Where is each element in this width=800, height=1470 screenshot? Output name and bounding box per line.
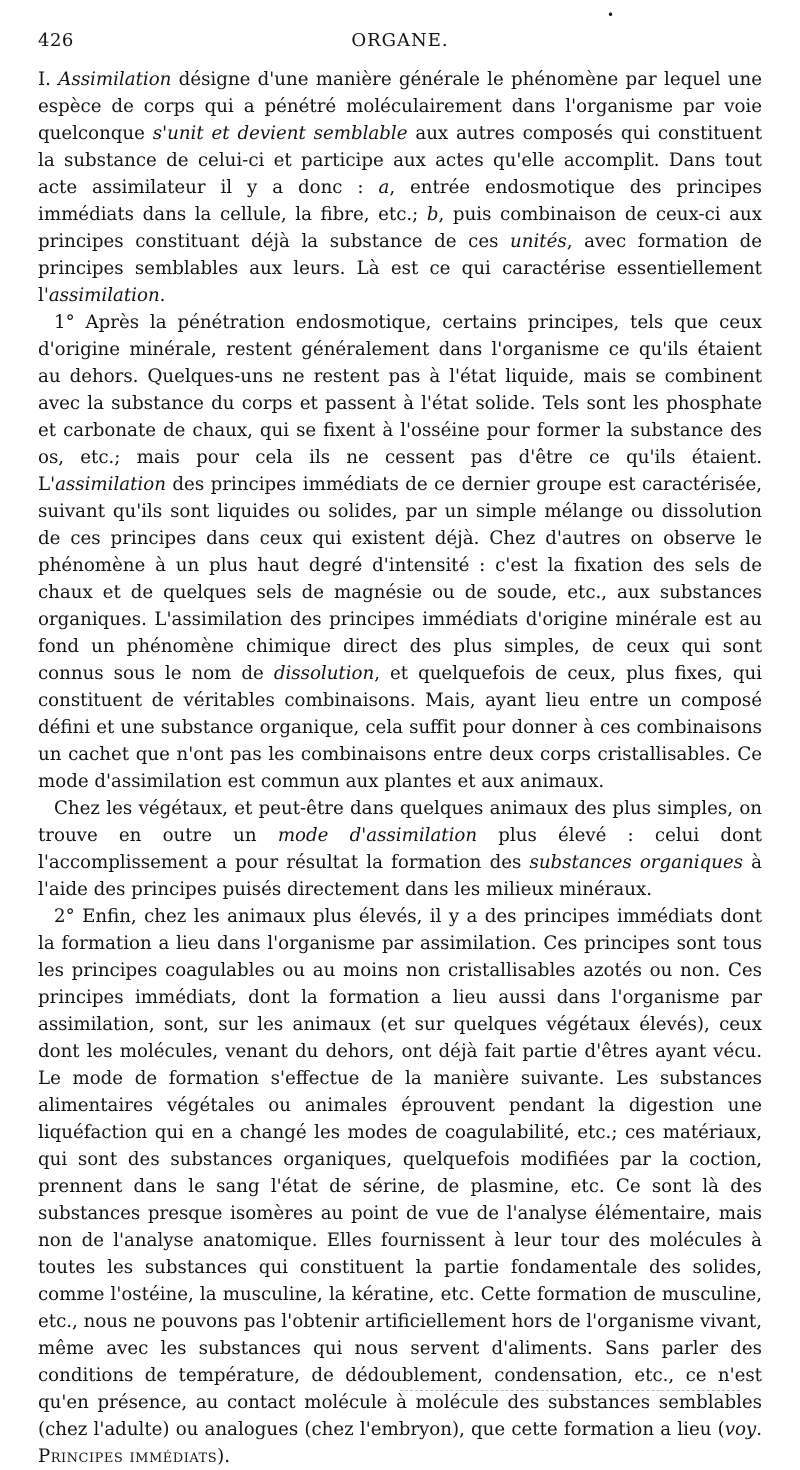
text-run: désigne d'une manière générale le phénomène par lequel une espèce de corps qui a pénétré moléculairement dans l'organisme par voie quelconque [38, 69, 762, 144]
text-run: 1° Après la pénétration endosmotique, certains principes, tels que ceux d'origine minérale, restent généralement dans l'organisme ce qu'ils étaient au dehors. Quelques-uns ne restent pas à l'état liquide, mais se combinent avec la substance du corps et passent à l'état solide. Tels sont les phosphate et carbonate de chaux, qui se fixent à l'osséine pour former la substance des os, etc.; mais pour cela ils ne cessent pas d'être ce qu'ils étaient. L' [38, 312, 762, 495]
emphasis-text: a [378, 177, 390, 198]
body-text [38, 66, 762, 1470]
emphasis-text: voy [724, 1419, 757, 1440]
document-page [38, 8, 763, 1470]
emphasis-text: b [426, 204, 439, 225]
paragraph-higher-animals [38, 903, 762, 1470]
text-run: . [756, 1419, 762, 1440]
emphasis-text: assimilation [48, 285, 160, 306]
emphasis-text: Assimilation [58, 69, 172, 90]
text-run: aux autres composés qui constituent la substance de celui-ci et participe aux actes qu'elle accomplit. Dans tout acte assimilateur il y a donc : [38, 123, 763, 198]
text-run: plus élevé : celui dont l'accomplissement a pour résultat la formation des [38, 825, 762, 873]
emphasis-text: assimilation [55, 474, 166, 495]
emphasis-text: s'unit et devient semblable [152, 123, 408, 144]
text-run: . [159, 285, 166, 306]
text-run: à l'aide des principes puisés directement dans les milieux minéraux. [38, 852, 762, 900]
paragraph-assimilation-definition [38, 66, 762, 309]
page-header [38, 8, 762, 58]
emphasis-text: dissolution [273, 663, 375, 684]
text-run: , avec formation de principes semblables aux leurs. Là est ce qui caractérise essentiellement l' [38, 231, 762, 306]
text-run: , entrée endosmotique des principes immédiats dans la cellule, la fibre, etc.; [38, 177, 762, 225]
text-run: des principes immédiats de ce dernier groupe est caractérisée, suivant qu'ils sont liquides ou solides, par un simple mélange ou dissolution de ces principes dans ceux qui existent déjà. Chez d'autres on observe le phénomène à un plus haut degré d'intensité : c'est la fixation des sels de chaux et de quelques sels de magnésie ou de soude, etc., aux substances organiques. L'assimilation des principes immédiats d'origine minérale est au fond un phénomène chimique direct des plus simples, de ceux qui sont connus sous le nom de [38, 474, 762, 684]
text-run: I. [38, 69, 59, 90]
text-run: ). [217, 1446, 230, 1467]
page-number: 426 [38, 30, 74, 51]
paragraph-vegetal-assimilation [38, 795, 762, 903]
emphasis-text: substances organiques [529, 852, 743, 873]
text-run: , puis combinaison de ceux-ci aux principes constituant déjà la substance de ces [38, 204, 762, 252]
bottom-printing-marks [400, 1390, 740, 1393]
small-caps-text: Principes immédiats [38, 1446, 218, 1467]
text-run: , et quelquefois de ceux, plus fixes, qui constituent de véritables combinaisons. Mais, ayant lieu entre un composé défini et une substance organique, cela suffit pour donner à ces combinaisons un cachet que n'ont pas les combinaisons entre deux corps cristallisables. Ce mode d'assimilation est commun aux plantes et aux animaux. [38, 663, 763, 792]
text-run: Chez les végétaux, et peut-être dans quelques animaux des plus simples, on trouve en outre un [38, 798, 762, 846]
text-run: 2° Enfin, chez les animaux plus élevés, il y a des principes immédiats dont la formation a lieu dans l'organisme par assimilation. Ces principes sont tous les principes coagulables ou au moins non cristallisables azotés ou non. Ces principes immédiats, dont la formation a lieu aussi dans l'organisme par assimilation, sont, sur les animaux (et sur quelques végétaux élevés), ceux dont les molécules, venant du dehors, ont déjà fait partie d'êtres ayant vécu. Le mode de formation s'effectue de la manière suivante. Les substances alimentaires végétales ou animales éprouvent pendant la digestion une liquéfaction qui en a changé les modes de coagulabilité, etc.; ces matériaux, qui sont des substances organiques, quelquefois modifiées par la coction, prennent dans le sang l'état de sérine, de plasmine, etc. Ce sont là des substances presque isomères au point de vue de l'analyse élémentaire, mais non de l'analyse anatomique. Elles fournissent à leur tour des molécules à toutes les substances qui constituent la partie fondamentale des solides, comme l'ostéine, la musculine, la kératine, etc. Cette formation de musculine, etc., nous ne pouvons pas l'obtenir artificiellement hors de l'organisme vivant, même avec les substances qui nous servent d'aliments. Sans parler des conditions de température, de dédoublement, condensation, etc., ce n'est qu'en présence, au contact molécule à molécule des substances semblables (chez l'adulte) ou analogues (chez l'embryon), que cette formation a lieu ( [38, 906, 762, 1440]
running-title: ORGANE. [351, 30, 449, 51]
emphasis-text: unités [510, 231, 567, 252]
emphasis-text: mode d'assimilation [277, 825, 478, 846]
print-mark: • [607, 8, 615, 22]
paragraph-mineral-principles [38, 309, 762, 795]
